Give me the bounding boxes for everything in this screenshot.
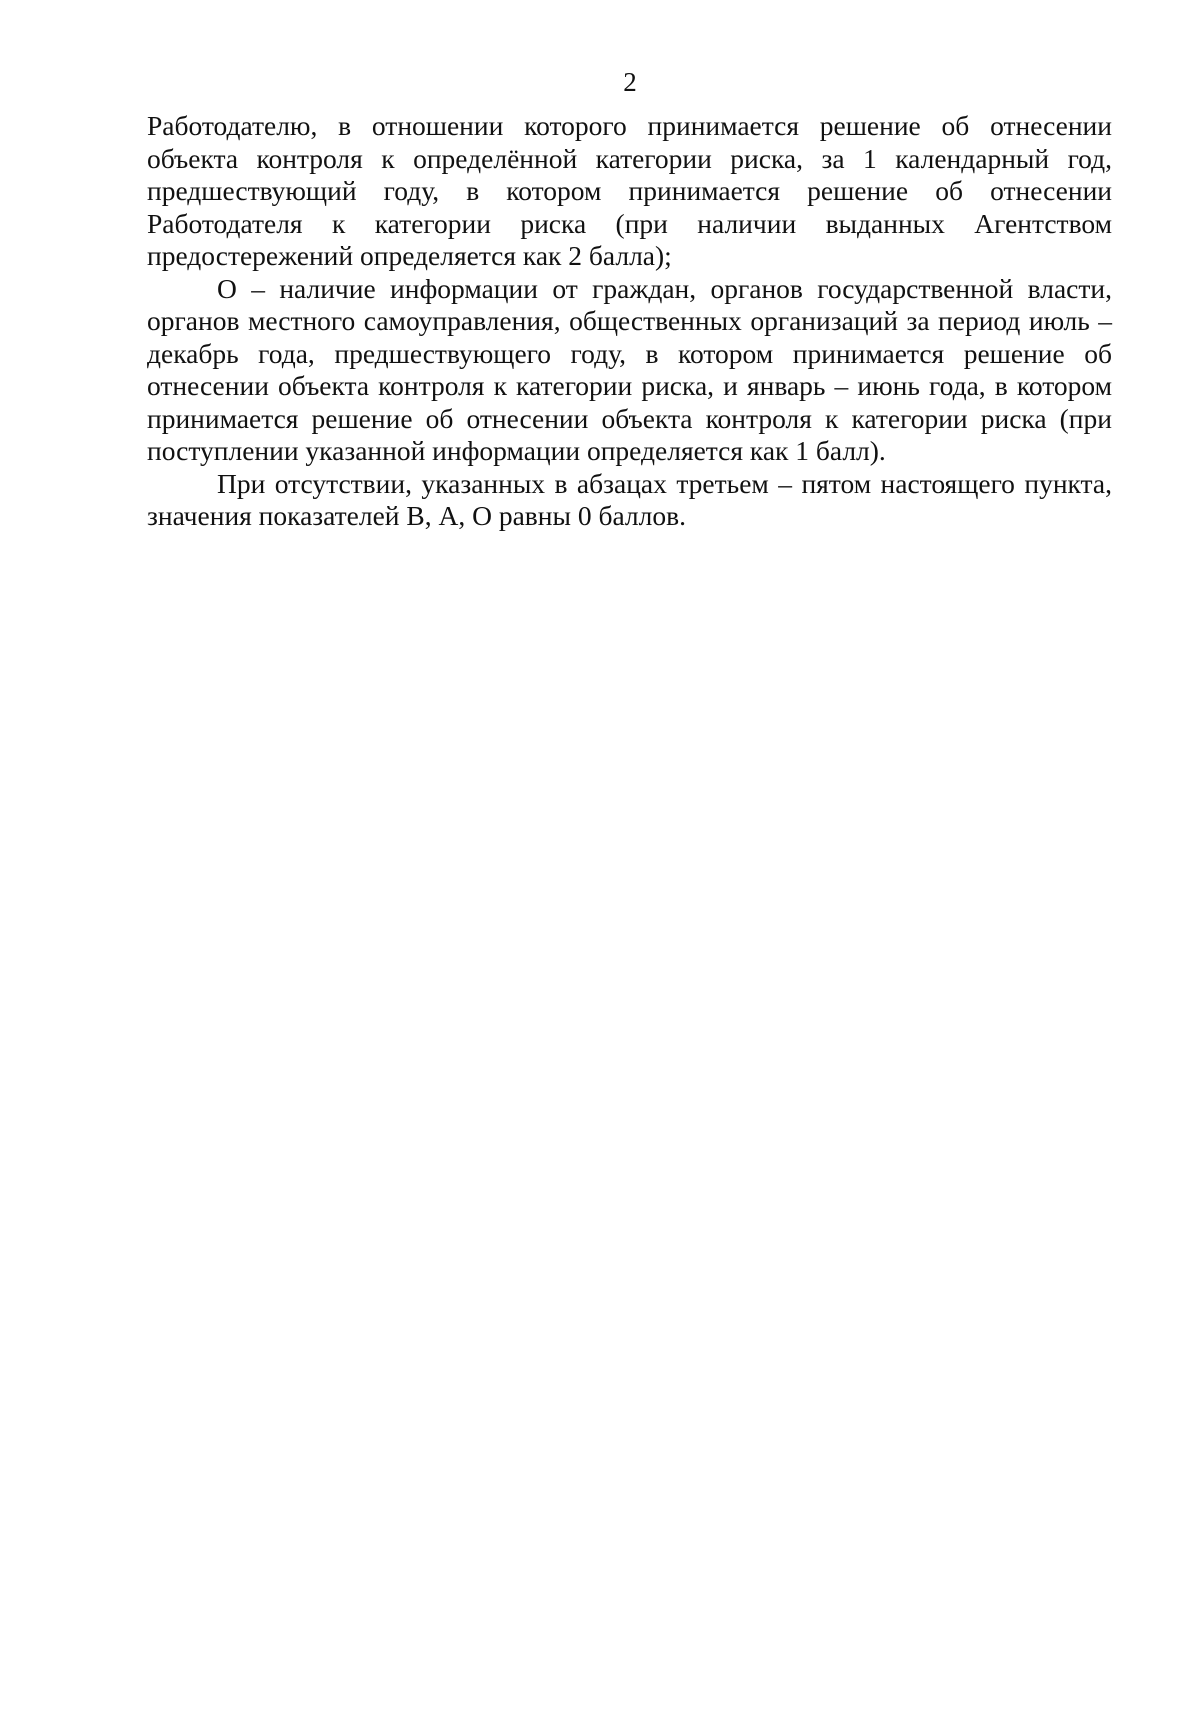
paragraph-indicator-o: О – наличие информации от граждан, органов государственной власти, органов местного самоуправления, общественных организаций за период июль – декабрь года, предшествующего году, в котором принимается решение об отнесении объекта контроля к категории риска, и январь – июнь года, в котором принимается решение об отнесении объекта контроля к категории риска (при поступлении указанной информации определяется как 1 балл). [147, 272, 1112, 466]
page-number: 2 [623, 67, 637, 97]
paragraph-absence-rule: При отсутствии, указанных в абзацах третьем – пятом настоящего пункта, значения показателей В, А, О равны 0 баллов. [147, 467, 1112, 531]
paragraph-continuation: Работодателю, в отношении которого принимается решение об отнесении объекта контроля к определённой категории риска, за 1 календарный год, предшествующий году, в котором принимается решение об отнесении Работодателя к категории риска (при наличии выданных Агентством предостережений определяется как 2 балла); [147, 110, 1112, 271]
document-body [147, 110, 1112, 533]
